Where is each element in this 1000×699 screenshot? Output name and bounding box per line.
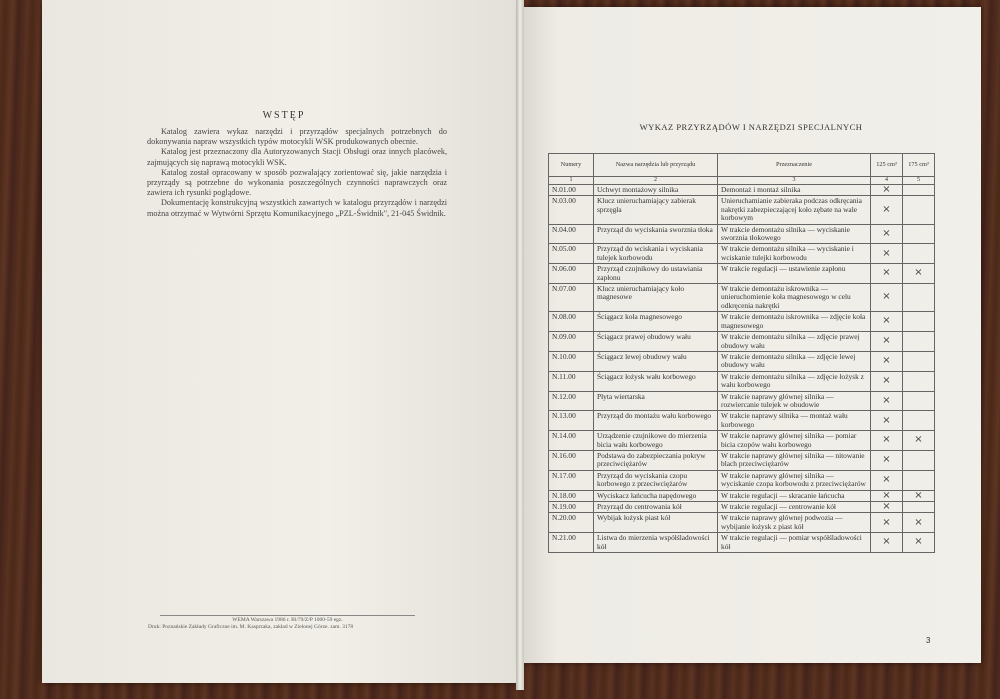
- mark-125cc: [871, 244, 903, 264]
- tool-name: Klucz unieruchamiający zabierak sprzęgła: [594, 196, 718, 224]
- table-row: [549, 431, 935, 451]
- header-name: Nazwa narzędzia lub przyrządu: [594, 154, 718, 177]
- mark-125cc: [871, 513, 903, 533]
- tool-name: Wyciskacz łańcucha napędowego: [594, 490, 718, 501]
- table-row: [549, 450, 935, 470]
- mark-125cc: [871, 431, 903, 451]
- table-row: [549, 224, 935, 244]
- mark-125cc: [871, 490, 903, 501]
- table-row: [549, 312, 935, 332]
- tool-purpose: W trakcie naprawy głównej silnika — wyciskanie czopa korbowodu z przeciwciężarów: [718, 470, 871, 490]
- tool-number: N.10.00: [549, 351, 594, 371]
- tool-name: Przyrząd do centrowania kół: [594, 502, 718, 513]
- table-row: [549, 264, 935, 284]
- cross-mark-icon: ×: [882, 247, 891, 259]
- tool-purpose: W trakcie naprawy silnika — montaż wału korbowego: [718, 411, 871, 431]
- mark-175cc: [903, 224, 935, 244]
- mark-125cc: [871, 312, 903, 332]
- cross-mark-icon: ×: [882, 454, 891, 466]
- table-row: [549, 533, 935, 553]
- mark-175cc: [903, 450, 935, 470]
- mark-125cc: [871, 224, 903, 244]
- mark-175cc: [903, 470, 935, 490]
- tool-purpose: W trakcie demontażu silnika — wyciskanie i wciskanie tulejki korbowodu: [718, 244, 871, 264]
- tool-number: N.20.00: [549, 513, 594, 533]
- cross-mark-icon: ×: [914, 434, 923, 446]
- tool-purpose: W trakcie demontażu silnika — zdjęcie prawej obudowy wału: [718, 332, 871, 352]
- table-row: [549, 351, 935, 371]
- mark-125cc: [871, 470, 903, 490]
- tool-purpose: W trakcie demontażu iskrownika — zdjęcie koła magnesowego: [718, 312, 871, 332]
- cross-mark-icon: ×: [882, 335, 891, 347]
- intro-paragraph: Katalog jest przeznaczony dla Autoryzowanych Stacji Obsługi oraz innych placówek, zajmujących się naprawą motocykli WSK.: [147, 147, 447, 167]
- mark-175cc: [903, 533, 935, 553]
- tool-number: N.13.00: [549, 411, 594, 431]
- tools-table: [548, 153, 935, 553]
- mark-175cc: [903, 264, 935, 284]
- tool-name: Wybijak łożysk piast kół: [594, 513, 718, 533]
- mark-125cc: [871, 284, 903, 312]
- imprint-publisher: WEMA Warszawa 1986 r. Bl/79/Z/P 1000-59 egz.: [160, 615, 415, 623]
- tool-name: Przyrząd czujnikowy do ustawiania zapłonu: [594, 264, 718, 284]
- mark-125cc: [871, 351, 903, 371]
- column-index: 1: [549, 177, 594, 185]
- header-175cc: 175 cm³: [903, 154, 935, 177]
- tool-purpose: W trakcie regulacji — ustawienie zapłonu: [718, 264, 871, 284]
- mark-125cc: [871, 185, 903, 196]
- table-body: [549, 185, 935, 553]
- tool-purpose: W trakcie demontażu silnika — zdjęcie lewej obudowy wału: [718, 351, 871, 371]
- mark-125cc: [871, 196, 903, 224]
- table-header-row: [549, 154, 935, 177]
- cross-mark-icon: ×: [914, 489, 923, 501]
- tool-name: Ściągacz prawej obudowy wału: [594, 332, 718, 352]
- mark-175cc: [903, 351, 935, 371]
- tool-purpose: W trakcie naprawy głównej silnika — rozwiercanie tulejek w obudowie: [718, 391, 871, 411]
- tool-name: Uchwyt montażowy silnika: [594, 185, 718, 196]
- tool-name: Ściągacz łożysk wału korbowego: [594, 371, 718, 391]
- tool-number: N.18.00: [549, 490, 594, 501]
- cross-mark-icon: ×: [882, 267, 891, 279]
- cross-mark-icon: ×: [882, 374, 891, 386]
- tool-number: N.01.00: [549, 185, 594, 196]
- mark-125cc: [871, 391, 903, 411]
- mark-125cc: [871, 332, 903, 352]
- tool-purpose: Unieruchamianie zabieraka podczas odkręcania nakrętki zabezpieczającej koło zębate na wale korbowym: [718, 196, 871, 224]
- tool-number: N.16.00: [549, 450, 594, 470]
- tool-name: Przyrząd do wciskania i wyciskania tulejek korbowodu: [594, 244, 718, 264]
- mark-125cc: [871, 371, 903, 391]
- cross-mark-icon: ×: [882, 315, 891, 327]
- cross-mark-icon: ×: [882, 516, 891, 528]
- tool-purpose: W trakcie regulacji — skracanie łańcucha: [718, 490, 871, 501]
- cross-mark-icon: ×: [882, 501, 891, 512]
- cross-mark-icon: ×: [882, 203, 891, 215]
- tool-number: N.21.00: [549, 533, 594, 553]
- mark-175cc: [903, 371, 935, 391]
- intro-text: [147, 127, 447, 219]
- intro-title: WSTĘP: [262, 110, 306, 121]
- mark-175cc: [903, 502, 935, 513]
- mark-125cc: [871, 264, 903, 284]
- tool-name: Klucz unieruchamiający koło magnesowe: [594, 284, 718, 312]
- cross-mark-icon: ×: [914, 536, 923, 548]
- tool-number: N.06.00: [549, 264, 594, 284]
- mark-175cc: [903, 411, 935, 431]
- table-row: [549, 284, 935, 312]
- tool-purpose: W trakcie naprawy głównej silnika — nitowanie blach przeciwciężarów: [718, 450, 871, 470]
- tool-name: Ściągacz koła magnesowego: [594, 312, 718, 332]
- cross-mark-icon: ×: [882, 414, 891, 426]
- table-row: [549, 391, 935, 411]
- booklet-spine: [516, 0, 524, 690]
- mark-175cc: [903, 490, 935, 501]
- mark-175cc: [903, 391, 935, 411]
- cross-mark-icon: ×: [882, 291, 891, 303]
- tool-purpose: W trakcie demontażu silnika — zdjęcie łożysk z wału korbowego: [718, 371, 871, 391]
- table-row: [549, 332, 935, 352]
- tool-name: Ściągacz lewej obudowy wału: [594, 351, 718, 371]
- cross-mark-icon: ×: [882, 489, 891, 501]
- mark-125cc: [871, 411, 903, 431]
- table-row: [549, 196, 935, 224]
- cross-mark-icon: ×: [882, 227, 891, 239]
- cross-mark-icon: ×: [882, 184, 891, 195]
- table-row: [549, 411, 935, 431]
- tool-name: Przyrząd do wyciskania sworznia tłoka: [594, 224, 718, 244]
- cross-mark-icon: ×: [882, 536, 891, 548]
- tool-purpose: W trakcie regulacji — pomiar współśladowości kół: [718, 533, 871, 553]
- tools-list-title: WYKAZ PRZYRZĄDÓW I NARZĘDZI SPECJALNYCH: [639, 122, 863, 132]
- mark-175cc: [903, 185, 935, 196]
- mark-175cc: [903, 284, 935, 312]
- cross-mark-icon: ×: [882, 394, 891, 406]
- mark-125cc: [871, 533, 903, 553]
- tool-name: Płyta wiertarska: [594, 391, 718, 411]
- left-page: [42, 0, 520, 683]
- tool-purpose: W trakcie demontażu silnika — wyciskanie sworznia tłokowego: [718, 224, 871, 244]
- mark-175cc: [903, 312, 935, 332]
- table-row: [549, 371, 935, 391]
- table-row: [549, 513, 935, 533]
- mark-125cc: [871, 502, 903, 513]
- tool-number: N.19.00: [549, 502, 594, 513]
- cross-mark-icon: ×: [882, 434, 891, 446]
- mark-175cc: [903, 196, 935, 224]
- mark-175cc: [903, 513, 935, 533]
- mark-175cc: [903, 244, 935, 264]
- tool-purpose: W trakcie demontażu iskrownika — unieruchomienie koła magnesowego w celu odkręcenia nakrętki: [718, 284, 871, 312]
- tool-number: N.12.00: [549, 391, 594, 411]
- tool-number: N.04.00: [549, 224, 594, 244]
- tool-purpose: W trakcie regulacji — centrowanie kół: [718, 502, 871, 513]
- table-row: [549, 185, 935, 196]
- column-index-row: [549, 177, 935, 185]
- cross-mark-icon: ×: [914, 267, 923, 279]
- tool-number: N.08.00: [549, 312, 594, 332]
- cross-mark-icon: ×: [914, 516, 923, 528]
- column-index: 2: [594, 177, 718, 185]
- table-row: [549, 244, 935, 264]
- tool-number: N.11.00: [549, 371, 594, 391]
- tool-number: N.09.00: [549, 332, 594, 352]
- tool-purpose: W trakcie naprawy głównej podwozia — wybijanie łożysk z piast kół: [718, 513, 871, 533]
- header-125cc: 125 cm³: [871, 154, 903, 177]
- tool-number: N.03.00: [549, 196, 594, 224]
- column-index: 5: [903, 177, 935, 185]
- table-row: [549, 490, 935, 501]
- tool-name: Listwa do mierzenia współśladowości kół: [594, 533, 718, 553]
- tool-purpose: Demontaż i montaż silnika: [718, 185, 871, 196]
- tool-number: N.07.00: [549, 284, 594, 312]
- intro-paragraph: Katalog został opracowany w sposób pozwalający zorientować się, jakie narzędzia i przyrządy są potrzebne do wykonania poszczególnych czynności naprawczych oraz zawiera ich rysunki poglądowe.: [147, 167, 447, 198]
- column-index: 4: [871, 177, 903, 185]
- table-row: [549, 502, 935, 513]
- tool-number: N.14.00: [549, 431, 594, 451]
- tool-number: N.05.00: [549, 244, 594, 264]
- header-number: Numery: [549, 154, 594, 177]
- intro-paragraph: Dokumentację konstrukcyjną wszystkich zawartych w katalogu przyrządów i narzędzi można otrzymać w Wytwórni Sprzętu Komunikacyjnego „PZL-Świdnik", 21-045 Świdnik.: [147, 198, 447, 218]
- imprint-printer: Druk: Poznańskie Zakłady Graficzne im. M. Kasprzaka, zakład w Zielonej Górze. zam. 3178: [148, 624, 354, 630]
- mark-175cc: [903, 332, 935, 352]
- tool-name: Podstawa do zabezpieczania pokryw przeciwciężarów: [594, 450, 718, 470]
- intro-paragraph: Katalog zawiera wykaz narzędzi i przyrządów specjalnych potrzebnych do dokonywania napraw wszystkich typów motocykli WSK produkowanych obecnie.: [147, 127, 447, 147]
- cross-mark-icon: ×: [882, 473, 891, 485]
- column-index: 3: [718, 177, 871, 185]
- cross-mark-icon: ×: [882, 355, 891, 367]
- tool-number: N.17.00: [549, 470, 594, 490]
- tool-name: Przyrząd do montażu wału korbowego: [594, 411, 718, 431]
- tool-name: Urządzenie czujnikowe do mierzenia bicia wału korbowego: [594, 431, 718, 451]
- tool-name: Przyrząd do wyciskania czopu korbowego z przeciwciężarów: [594, 470, 718, 490]
- mark-125cc: [871, 450, 903, 470]
- tool-purpose: W trakcie naprawy głównej silnika — pomiar bicia czopów wału korbowego: [718, 431, 871, 451]
- mark-175cc: [903, 431, 935, 451]
- header-purpose: Przeznaczenie: [718, 154, 871, 177]
- page-number: 3: [926, 636, 931, 645]
- table-row: [549, 470, 935, 490]
